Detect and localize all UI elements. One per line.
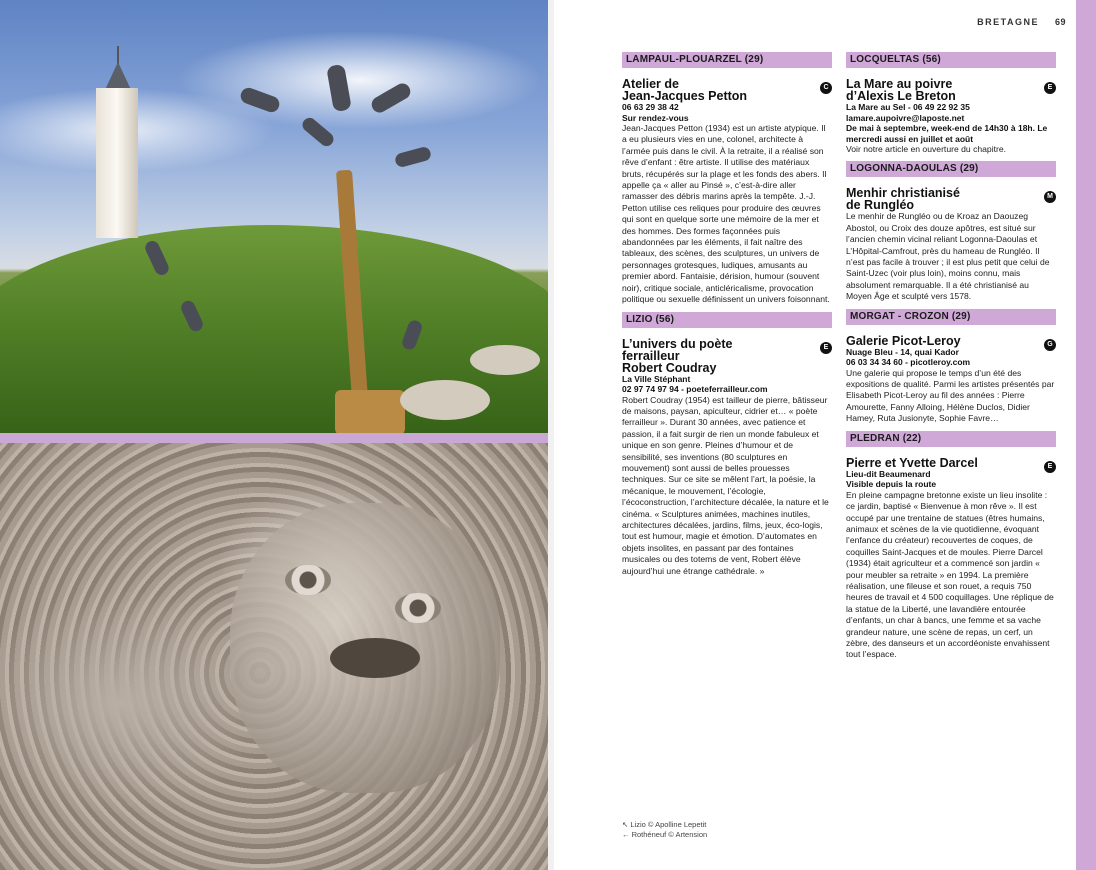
venue-entry xyxy=(846,177,1056,308)
section-place-bar: PLEDRAN (22) xyxy=(846,431,1056,447)
venue-contact: 02 97 74 97 94 - poeteferrailleur.com xyxy=(622,384,768,394)
venue-address: La Ville Stéphant xyxy=(622,373,691,384)
stone-mouth xyxy=(330,638,420,678)
photo-credits xyxy=(622,820,707,840)
venue-description: En pleine campagne bretonne existe un lieu insolite : ce jardin, baptisé « Bienvenue à mon rêve ». Il est occupé par une trentaine de statues (êtres humains, animaux et scènes de la vie quotidienne, évoquant l’enfance du créateur) recouvertes de coques, de coquilles Saint-Jacques et de moules. Pierre Darcel (1934) était agriculteur et a commencé son jardin « pour meubler sa retraite » en 1994. La première réalisation, une fileuse et son rouet, a requis 750 heures de travail et 4 500 coquillages. Une réplique de la statue de la Liberté, une lavandière entourée d’enfants, un char à bancs, une femme et sa vache grandeur nature, une scène de repas, un cerf, un zèbre, des danseurs et un accordéoniste envahissent tout l’espace. xyxy=(846,489,1054,660)
photo-petton-sculpture xyxy=(0,0,548,433)
venue-entry xyxy=(846,447,1056,667)
metal-blade xyxy=(300,115,337,149)
section-pledran xyxy=(846,431,1056,667)
sculpture-base xyxy=(335,390,405,433)
stone-eye xyxy=(285,565,331,595)
category-badge-icon: C xyxy=(820,82,832,94)
photo-divider xyxy=(0,433,548,443)
venue-hours: De mai à septembre, week-end de 14h30 à 18h. Le mercredi aussi en juillet et août xyxy=(846,123,1048,144)
venue-address: Nuage Bleu - 14, quai Kador xyxy=(846,346,959,357)
section-place-bar: LOCQUELTAS (56) xyxy=(846,52,1056,68)
photo-credit-line: ← Rothéneuf © Artension xyxy=(622,830,708,839)
metal-blade xyxy=(326,64,352,112)
photo-credit-line: ↖ Lizio © Apolline Lepetit xyxy=(622,820,707,829)
section-place-bar: LIZIO (56) xyxy=(622,312,832,328)
section-lizio xyxy=(622,312,832,584)
venue-phone: 06 63 29 38 42 xyxy=(622,102,679,112)
text-column-left xyxy=(622,52,832,583)
section-place-bar: LOGONNA-DAOULAS (29) xyxy=(846,161,1056,177)
venue-description: Le menhir de Rungléo ou de Kroaz an Daouzeg Abostol, ou Croix des douze apôtres, est situé sur l’ancien chemin vicinal reliant Logonna-Daoulas et L’Hôpital-Camfrout, près du hameau de Rungléo. Il n’est pas facile à trouver ; il est plus petit que celui de Saint-Uzec (voir plus loin), moins connu, mais absolument remarquable. Il a été christianisé au Moyen Âge et sculpté vers 1578. xyxy=(846,211,1050,302)
venue-entry xyxy=(622,68,832,312)
venue-description: Voir notre article en ouverture du chapitre. xyxy=(846,144,1007,154)
venue-title: Galerie Picot-Leroy xyxy=(846,333,961,348)
category-badge-icon: G xyxy=(1044,339,1056,351)
page-number: 69 xyxy=(1054,17,1066,27)
page-gutter xyxy=(548,0,554,870)
metal-blade xyxy=(394,146,432,169)
running-header xyxy=(977,17,1066,27)
rock xyxy=(470,345,540,375)
section-place-bar: LAMPAUL-PLOUARZEL (29) xyxy=(622,52,832,68)
metal-blade xyxy=(238,86,281,115)
stone-eye xyxy=(395,593,441,623)
venue-title: L’univers du poète ferrailleur Robert Coudray xyxy=(622,336,733,375)
venue-title: Pierre et Yvette Darcel xyxy=(846,455,978,470)
category-badge-icon: E xyxy=(1044,82,1056,94)
venue-email: lamare.aupoivre@laposte.net xyxy=(846,112,965,123)
venue-description: Une galerie qui propose le temps d’un été des expositions de qualité. Parmi les artistes présentés par Elisabeth Picot-Leroy au fil des années : Pierre Amourette, Fanny Alloing, Hélène Duclos, Didier Hamey, Ruta Jusionyte, Sophie Favre… xyxy=(846,367,1055,424)
venue-entry xyxy=(846,325,1056,431)
venue-address: Lieu-dit Beaumenard xyxy=(846,468,931,479)
venue-description: Robert Coudray (1954) est tailleur de pierre, bâtisseur de maisons, paysan, apiculteur, cidrier et… « poète ferrailleur ». Durant 30 années, avec patience et passion, il a fait surgir de rien un monde fabuleux et unique en son genre. Pleines d’humour et de sensibilité, ses inventions (80 sculptures en mouvement) sont aussi de belles prouesses techniques. Sur ce site se mêlent l’art, la poésie, la mécanique, le mouvement, l’écologie, l’écoconstruction, l’architecture décalée, la nature et le cinéma. « Sculptures animées, machines inutiles, architectures décalées, jardins, films, jeux, éco-logis, tout est humour, magie et émotion. D’automates en objets insolites, en passant par des fontaines musicales ou des totems de vent, Robert élève aujourd’hui une étrange cathédrale. » xyxy=(622,394,829,576)
category-badge-icon: M xyxy=(1044,191,1056,203)
venue-description: Jean-Jacques Petton (1934) est un artiste atypique. Il a eu plusieurs vies en une, colonel, architecte à l’armée puis dans le civil. À la retraite, il a réalisé son rêve d’enfant : être artiste. Il utilise des matériaux bruts, récupérés sur la plage et les fonds des abers. Il appelle ça « aller au Pinsé », c’est-à-dire aller ramasser des débris marins après la tempête. J.-J. Petton utilise ces reliques pour produire des œuvres qui sont en quelque sorte une mémoire de la mer et des hommes. Des formes façonnées puis abandonnées par les éléments, il fait naître des tableaux, des scènes, des sculptures, un univers de personnages grotesques, ludiques, amusants au premier abord. Fantaisie, dérision, humour (souvent noir), critique sociale, anticléricalisme, provocation politique ou sexuelle définissent un univers foisonnant. xyxy=(622,123,830,305)
photo-lizio-stone-face xyxy=(0,443,548,870)
section-morgat xyxy=(846,309,1056,431)
white-tower xyxy=(96,88,138,238)
venue-entry xyxy=(846,68,1056,161)
venue-title: Atelier de Jean-Jacques Petton xyxy=(622,77,748,103)
section-logonna xyxy=(846,161,1056,308)
section-lampaul xyxy=(622,52,832,312)
category-badge-icon: E xyxy=(820,342,832,354)
venue-entry xyxy=(622,328,832,584)
venue-title: La Mare au poivre d’Alexis Le Breton xyxy=(846,77,956,103)
metal-blade xyxy=(369,81,413,116)
section-locqueltas xyxy=(846,52,1056,161)
category-badge-icon: E xyxy=(1044,461,1056,473)
text-column-right xyxy=(846,52,1056,667)
rock xyxy=(400,380,490,420)
venue-title: Menhir christianisé de Rungléo xyxy=(846,186,960,213)
venue-contact: 06 03 34 34 60 - picotleroy.com xyxy=(846,357,971,368)
venue-address: La Mare au Sel - 06 49 22 92 35 xyxy=(846,102,970,112)
section-place-bar: MORGAT - CROZON (29) xyxy=(846,309,1056,325)
venue-access: Visible depuis la route xyxy=(846,479,937,490)
venue-hours: Sur rendez-vous xyxy=(622,112,689,123)
header-region: BRETAGNE xyxy=(977,17,1039,27)
page-edge-band xyxy=(1076,0,1096,870)
